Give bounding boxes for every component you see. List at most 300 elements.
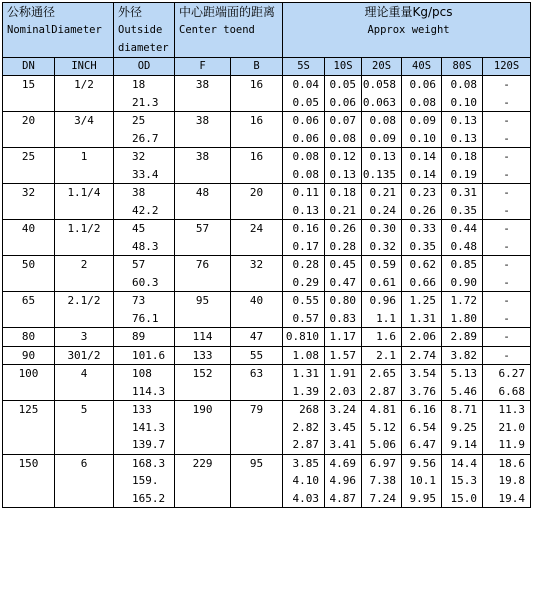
weight-5s-cell-value: 0.16 [292,222,320,235]
weight-120s-cell-value: - [503,311,510,325]
weight-5s-cell-value: 0.06 [292,114,320,127]
weight-10s-cell [325,184,362,220]
header-nominal-diameter [3,3,114,58]
inch-cell-value: 1.1/4 [67,186,101,199]
weight-120s-cell [483,365,531,401]
weight-40s-cell-value: 0.08 [409,95,437,109]
f-cell-value: 38 [195,114,210,127]
b-cell [231,365,283,401]
weight-80s-cell-value: 0.18 [450,150,478,163]
column-header-dn: DN [3,58,55,76]
weight-5s-cell [283,112,325,148]
table-row [3,256,531,292]
weight-80s-cell-value: 15.3 [450,474,478,487]
weight-5s-cell-value: 268 [299,403,320,416]
dn-cell [3,328,55,347]
weight-10s-cell-value: 0.26 [329,222,357,235]
od-cell [114,454,175,508]
header-od-en1: Outside [118,24,163,36]
weight-80s-cell-value: 5.13 [450,367,478,380]
inch-cell-value: 1/2 [74,78,94,91]
weight-5s-cell-value: 4.10 [292,474,320,487]
weight-10s-cell-value: 3.45 [329,420,357,434]
od-cell-value: 48.3 [132,239,159,253]
weight-10s-cell-value: 1.91 [329,367,357,380]
weight-10s-cell-value: 0.83 [329,311,357,325]
weight-40s-cell-value: 0.66 [409,275,437,289]
b-cell [231,454,283,508]
weight-40s-cell [402,346,442,365]
weight-40s-cell-value: 0.06 [409,78,437,91]
weight-10s-cell-value: 2.03 [329,384,357,398]
weight-20s-cell-value: 0.08 [369,114,397,127]
od-cell [114,76,175,112]
dn-cell-value: 50 [21,258,36,271]
weight-120s-cell-value: - [503,258,510,271]
od-cell-value: 168.3 [132,456,166,470]
weight-5s-cell-value: 4.03 [292,491,320,505]
table-row [3,220,531,256]
od-cell-value: 73 [132,294,146,307]
f-cell-value: 133 [192,348,213,362]
weight-10s-cell-value: 0.18 [329,186,357,199]
weight-120s-cell-value: - [503,294,510,307]
weight-20s-cell-value: 0.24 [369,203,397,217]
od-cell-value: 159. [132,474,159,487]
weight-5s-cell-value: 0.17 [292,239,320,253]
inch-cell [55,328,114,347]
od-cell-value: 21.3 [132,95,159,109]
od-cell [114,292,175,328]
weight-5s-cell [283,148,325,184]
od-cell-value: 18 [132,78,146,91]
weight-20s-cell-value: 7.24 [369,491,397,505]
table-body [3,76,531,508]
weight-5s-cell-value: 2.87 [292,438,320,451]
weight-80s-cell [442,454,483,508]
weight-20s-cell [362,76,402,112]
od-cell-value: 108 [132,367,152,380]
weight-20s-cell-value: 0.09 [369,131,397,145]
weight-5s-cell-value: 0.57 [292,311,320,325]
weight-80s-cell-value: 0.48 [450,239,478,253]
weight-80s-cell-value: 0.08 [450,78,478,91]
b-cell [231,112,283,148]
od-cell-value: 25 [132,114,146,127]
inch-cell-value: 3 [80,330,88,343]
weight-80s-cell [442,76,483,112]
od-cell-value: 60.3 [132,275,159,289]
weight-40s-cell [402,148,442,184]
weight-80s-cell-value: 0.85 [450,258,478,271]
weight-120s-cell-value: 11.3 [498,403,526,416]
header-nominal-en: NominalDiameter [7,24,102,36]
od-cell-value: 141.3 [132,420,166,434]
dn-cell [3,76,55,112]
weight-120s-cell [483,148,531,184]
od-cell [114,365,175,401]
dn-cell [3,184,55,220]
weight-40s-cell-value: 0.26 [409,203,437,217]
table-row [3,112,531,148]
od-cell [114,148,175,184]
weight-80s-cell-value: 8.71 [450,403,478,416]
weight-80s-cell [442,346,483,365]
weight-40s-cell-value: 0.35 [409,239,437,253]
dn-cell [3,401,55,455]
b-cell-value: 63 [249,367,264,380]
weight-10s-cell [325,148,362,184]
weight-40s-cell-value: 1.31 [409,311,437,325]
weight-40s-cell-value: 6.16 [409,403,437,416]
dn-cell-value: 90 [21,348,36,362]
weight-80s-cell-value: 0.35 [450,203,478,217]
weight-40s-cell [402,365,442,401]
weight-80s-cell-value: 0.13 [450,114,478,127]
b-cell [231,220,283,256]
b-cell-value: 24 [249,222,264,235]
weight-40s-cell-value: 0.23 [409,186,437,199]
weight-5s-cell-value: 1.08 [292,348,320,362]
inch-cell [55,365,114,401]
header-weight-en: Approx weight [367,24,450,36]
weight-40s-cell-value: 1.25 [409,294,437,307]
weight-80s-cell-value: 0.13 [450,131,478,145]
weight-5s-cell [283,76,325,112]
header-od-en2: diameter [118,42,169,54]
od-cell-value: 89 [132,330,146,343]
weight-120s-cell-value: - [503,150,510,163]
weight-20s-cell-value: 0.30 [369,222,397,235]
weight-10s-cell-value: 0.28 [329,239,357,253]
header-weight-zh: 理论重量Kg/pcs [364,5,453,19]
weight-40s-cell-value: 0.62 [409,258,437,271]
weight-20s-cell-value: 7.38 [369,474,397,487]
weight-40s-cell-value: 2.74 [409,348,437,362]
b-cell [231,184,283,220]
od-cell-value: 33.4 [132,167,159,181]
f-cell [175,454,231,508]
weight-10s-cell-value: 0.45 [329,258,357,271]
weight-120s-cell-value: 21.0 [498,420,526,434]
weight-40s-cell-value: 6.47 [409,438,437,451]
od-cell-value: 26.7 [132,131,159,145]
dn-cell-value: 32 [21,186,36,199]
weight-40s-cell-value: 0.14 [409,150,437,163]
weight-10s-cell [325,76,362,112]
dn-cell [3,112,55,148]
f-cell [175,148,231,184]
weight-10s-cell-value: 1.17 [329,330,357,343]
table-row [3,148,531,184]
weight-80s-cell [442,112,483,148]
inch-cell-value: 4 [80,367,88,380]
weight-5s-cell-value: 0.08 [292,150,320,163]
inch-cell [55,256,114,292]
dn-cell-value: 80 [21,330,36,343]
weight-10s-cell-value: 0.21 [329,203,357,217]
od-cell [114,328,175,347]
f-cell [175,184,231,220]
weight-120s-cell-value: 19.8 [498,474,526,487]
weight-40s-cell [402,454,442,508]
table-row [3,365,531,401]
weight-80s-cell-value: 1.72 [450,294,478,307]
dn-cell [3,292,55,328]
weight-10s-cell-value: 4.96 [329,474,357,487]
f-cell [175,401,231,455]
od-cell [114,346,175,365]
weight-120s-cell-value: 18.6 [498,456,526,470]
weight-20s-cell-value: 0.59 [369,258,397,271]
b-cell-value: 55 [249,348,264,362]
weight-20s-cell-value: 1.6 [376,330,397,343]
weight-10s-cell [325,401,362,455]
inch-cell [55,346,114,365]
header-center-to-end [175,3,283,58]
weight-20s-cell-value: 6.97 [369,456,397,470]
weight-5s-cell [283,401,325,455]
weight-20s-cell-value: 0.13 [369,150,397,163]
weight-80s-cell [442,184,483,220]
b-cell [231,401,283,455]
b-cell [231,328,283,347]
weight-20s-cell-value: 0.21 [369,186,397,199]
f-cell-value: 76 [195,258,210,271]
weight-120s-cell-value: - [503,275,510,289]
column-header-20s: 20S [362,58,402,76]
weight-120s-cell [483,256,531,292]
weight-80s-cell-value: 2.89 [450,330,478,343]
b-cell [231,76,283,112]
od-cell [114,220,175,256]
od-cell [114,401,175,455]
weight-120s-cell-value: - [503,114,510,127]
weight-40s-cell-value: 9.95 [409,491,437,505]
weight-80s-cell-value: 0.31 [450,186,478,199]
weight-120s-cell-value: - [503,95,510,109]
weight-5s-cell-value: 1.31 [292,367,320,380]
weight-20s-cell-value: 2.65 [369,367,397,380]
inch-cell-value: 3/4 [74,114,94,127]
weight-40s-cell [402,220,442,256]
header-center-en: Center toend [179,24,255,36]
inch-cell [55,401,114,455]
weight-40s-cell-value: 0.09 [409,114,437,127]
weight-80s-cell-value: 3.82 [450,348,478,362]
weight-20s-cell [362,256,402,292]
weight-40s-cell-value: 6.54 [409,420,437,434]
dn-cell-value: 150 [18,456,39,470]
weight-80s-cell-value: 5.46 [450,384,478,398]
header-row-main [3,3,531,58]
weight-80s-cell [442,256,483,292]
weight-40s-cell-value: 3.76 [409,384,437,398]
weight-120s-cell-value: 6.68 [498,384,526,398]
od-cell-value: 133 [132,403,152,416]
dn-cell [3,148,55,184]
f-cell [175,365,231,401]
inch-cell [55,76,114,112]
weight-80s-cell-value: 0.19 [450,167,478,181]
weight-120s-cell-value: - [503,167,510,181]
weight-80s-cell-value: 9.25 [450,420,478,434]
weight-10s-cell-value: 0.13 [329,167,357,181]
dn-cell [3,454,55,508]
weight-5s-cell [283,184,325,220]
od-cell [114,256,175,292]
dn-cell [3,346,55,365]
dn-cell [3,220,55,256]
weight-20s-cell-value: 0.058 [362,78,397,91]
weight-80s-cell [442,401,483,455]
dn-cell-value: 20 [21,114,36,127]
weight-80s-cell-value: 0.44 [450,222,478,235]
weight-20s-cell [362,148,402,184]
weight-10s-cell [325,328,362,347]
weight-5s-cell-value: 0.11 [292,186,320,199]
weight-10s-cell-value: 3.24 [329,403,357,416]
b-cell-value: 47 [249,330,264,343]
weight-40s-cell-value: 0.14 [409,167,437,181]
weight-120s-cell-value: - [503,203,510,217]
f-cell [175,220,231,256]
weight-20s-cell-value: 0.135 [362,167,397,181]
od-cell [114,184,175,220]
column-header-80s: 80S [442,58,483,76]
f-cell-value: 95 [195,294,210,307]
od-cell-value: 114.3 [132,384,166,398]
weight-10s-cell [325,112,362,148]
weight-120s-cell [483,76,531,112]
column-header-120s: 120S [483,58,531,76]
weight-5s-cell [283,346,325,365]
b-cell-value: 16 [249,114,264,127]
b-cell-value: 20 [249,186,264,199]
table-row [3,401,531,455]
weight-5s-cell-value: 0.06 [292,131,320,145]
weight-5s-cell-value: 2.82 [292,420,320,434]
weight-40s-cell-value: 0.33 [409,222,437,235]
inch-cell [55,292,114,328]
inch-cell-value: 1 [80,150,88,163]
weight-120s-cell-value: - [503,131,510,145]
weight-120s-cell [483,292,531,328]
f-cell [175,346,231,365]
header-nominal-zh: 公称通径 [7,5,56,19]
weight-40s-cell [402,112,442,148]
weight-80s-cell-value: 14.4 [450,456,478,470]
weight-20s-cell-value: 0.96 [369,294,397,307]
weight-10s-cell-value: 4.69 [329,456,357,470]
weight-5s-cell-value: 0.04 [292,78,320,91]
column-header-40s: 40S [402,58,442,76]
inch-cell-value: 1.1/2 [67,222,101,235]
weight-40s-cell-value: 2.06 [409,330,437,343]
od-cell-value: 42.2 [132,203,159,217]
column-header-od: OD [114,58,175,76]
weight-5s-cell-value: 1.39 [292,384,320,398]
weight-80s-cell [442,292,483,328]
weight-80s-cell [442,148,483,184]
inch-cell [55,148,114,184]
weight-5s-cell-value: 0.810 [285,330,320,343]
weight-20s-cell-value: 0.32 [369,239,397,253]
weight-5s-cell-value: 0.29 [292,275,320,289]
b-cell [231,292,283,328]
weight-10s-cell-value: 0.06 [329,95,357,109]
f-cell-value: 38 [195,150,210,163]
dn-cell-value: 125 [18,403,39,416]
weight-120s-cell [483,184,531,220]
weight-120s-cell [483,220,531,256]
weight-5s-cell-value: 0.28 [292,258,320,271]
weight-120s-cell-value: - [503,239,510,253]
weight-10s-cell-value: 0.05 [329,78,357,91]
od-cell [114,112,175,148]
dn-cell-value: 65 [21,294,36,307]
f-cell [175,256,231,292]
weight-5s-cell [283,220,325,256]
column-header-f: F [175,58,231,76]
weight-20s-cell [362,292,402,328]
column-header-inch: INCH [55,58,114,76]
weight-10s-cell-value: 4.87 [329,491,357,505]
weight-120s-cell-value: - [503,348,510,362]
od-cell-value: 76.1 [132,311,159,325]
weight-80s-cell-value: 15.0 [450,491,478,505]
weight-10s-cell-value: 0.47 [329,275,357,289]
f-cell-value: 229 [192,456,213,470]
weight-120s-cell [483,328,531,347]
weight-40s-cell-value: 9.56 [409,456,437,470]
weight-5s-cell [283,365,325,401]
weight-120s-cell [483,112,531,148]
weight-40s-cell [402,256,442,292]
weight-40s-cell [402,292,442,328]
weight-20s-cell-value: 5.06 [369,438,397,451]
od-cell-value: 38 [132,186,146,199]
od-cell-value: 45 [132,222,146,235]
weight-5s-cell-value: 0.55 [292,294,320,307]
b-cell-value: 79 [249,403,264,416]
dn-cell-value: 15 [21,78,36,91]
weight-5s-cell-value: 0.05 [292,95,320,109]
table-row [3,292,531,328]
header-approx-weight [283,3,531,58]
weight-80s-cell-value: 1.80 [450,311,478,325]
inch-cell [55,220,114,256]
weight-5s-cell-value: 3.85 [292,456,320,470]
pipe-spec-table [2,2,531,508]
weight-40s-cell [402,328,442,347]
inch-cell-value: 5 [80,403,88,416]
weight-120s-cell-value: 11.9 [498,438,526,451]
weight-20s-cell-value: 5.12 [369,420,397,434]
table-row [3,328,531,347]
od-cell-value: 101.6 [132,348,166,362]
header-outside-diameter [114,3,175,58]
f-cell [175,292,231,328]
weight-120s-cell-value: 6.27 [498,367,526,380]
weight-80s-cell-value: 0.90 [450,275,478,289]
weight-80s-cell [442,328,483,347]
weight-20s-cell-value: 0.61 [369,275,397,289]
table-row [3,454,531,508]
weight-10s-cell-value: 1.57 [329,348,357,362]
weight-120s-cell-value: - [503,330,510,343]
weight-80s-cell-value: 9.14 [450,438,478,451]
